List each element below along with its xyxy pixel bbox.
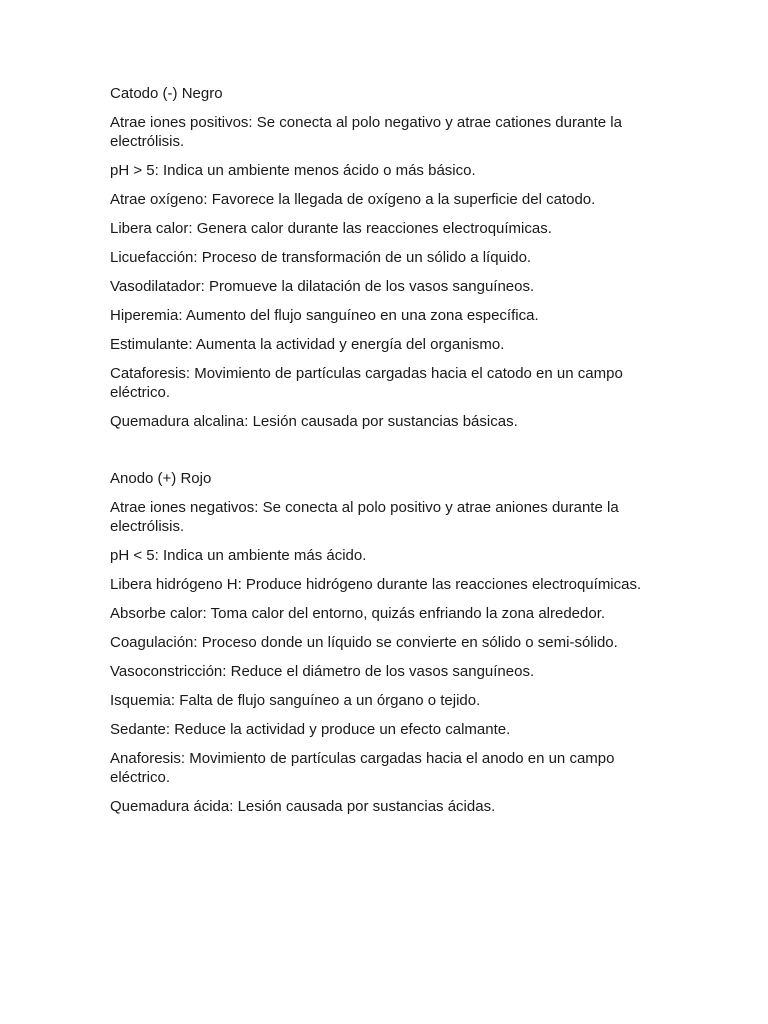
anodo-title: Anodo (+) Rojo — [110, 470, 212, 487]
anodo-item: Anaforesis: Movimiento de partículas cargadas hacia el anodo en un campo eléctrico. — [110, 750, 615, 786]
anodo-item: pH < 5: Indica un ambiente más ácido. — [110, 547, 367, 564]
anodo-item: Sedante: Reduce la actividad y produce un efecto calmante. — [110, 721, 511, 738]
catodo-item: Quemadura alcalina: Lesión causada por sustancias básicas. — [110, 413, 518, 430]
catodo-item: Hiperemia: Aumento del flujo sanguíneo en una zona específica. — [110, 307, 539, 324]
section-spacer — [110, 441, 666, 469]
catodo-item: Libera calor: Genera calor durante las reacciones electroquímicas. — [110, 220, 552, 237]
anodo-item: Quemadura ácida: Lesión causada por sustancias ácidas. — [110, 798, 496, 815]
catodo-item: Atrae oxígeno: Favorece la llegada de oxígeno a la superficie del catodo. — [110, 191, 596, 208]
anodo-item: Coagulación: Proceso donde un líquido se convierte en sólido o semi-sólido. — [110, 634, 618, 651]
catodo-item: pH > 5: Indica un ambiente menos ácido o más básico. — [110, 162, 476, 179]
anodo-item: Isquemia: Falta de flujo sanguíneo a un órgano o tejido. — [110, 692, 481, 709]
catodo-item: Licuefacción: Proceso de transformación de un sólido a líquido. — [110, 249, 532, 266]
catodo-item: Vasodilatador: Promueve la dilatación de los vasos sanguíneos. — [110, 278, 535, 295]
catodo-item: Estimulante: Aumenta la actividad y energía del organismo. — [110, 336, 505, 353]
anodo-item: Atrae iones negativos: Se conecta al polo positivo y atrae aniones durante la electrólisis. — [110, 499, 619, 535]
anodo-item: Libera hidrógeno H: Produce hidrógeno durante las reacciones electroquímicas. — [110, 576, 642, 593]
catodo-section — [110, 84, 666, 431]
catodo-title: Catodo (-) Negro — [110, 85, 223, 102]
document-page — [110, 84, 666, 826]
catodo-item: Cataforesis: Movimiento de partículas cargadas hacia el catodo en un campo eléctrico. — [110, 365, 623, 401]
anodo-section — [110, 469, 666, 816]
catodo-item: Atrae iones positivos: Se conecta al polo negativo y atrae cationes durante la electrólisis. — [110, 114, 622, 150]
anodo-item: Vasoconstricción: Reduce el diámetro de los vasos sanguíneos. — [110, 663, 535, 680]
anodo-item: Absorbe calor: Toma calor del entorno, quizás enfriando la zona alrededor. — [110, 605, 606, 622]
